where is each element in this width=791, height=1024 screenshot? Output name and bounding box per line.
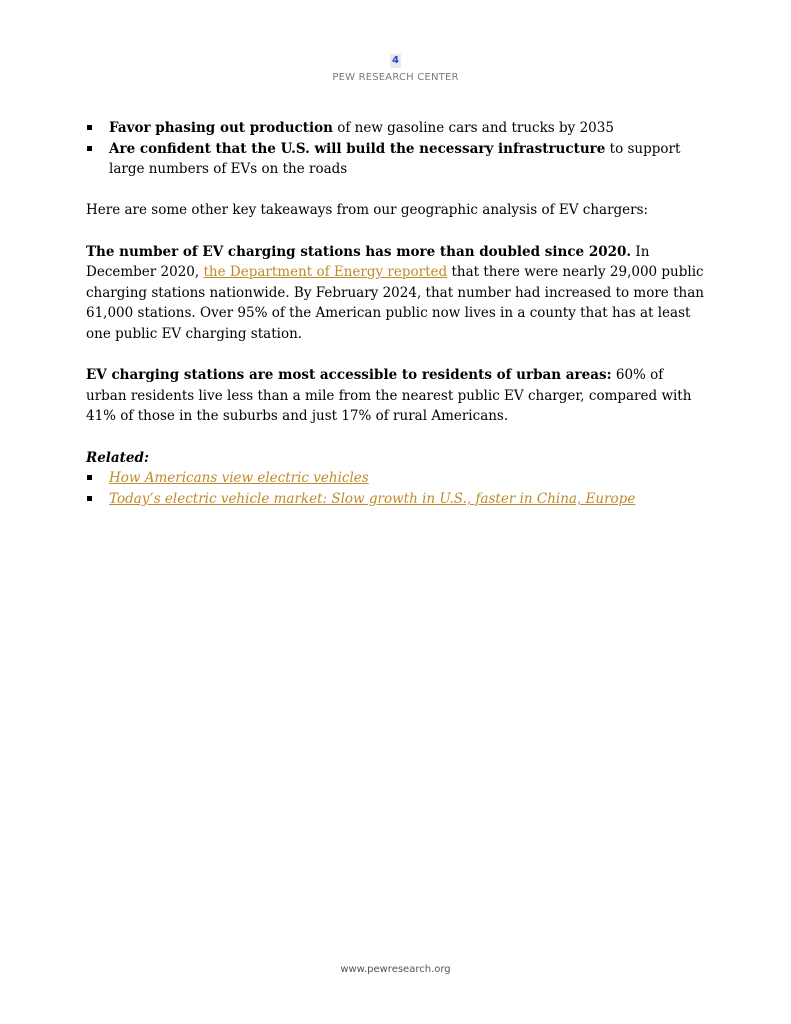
page-number: 4	[392, 55, 399, 66]
doe-report-link[interactable]: the Department of Energy reported	[203, 264, 448, 281]
bullet-square-icon	[87, 496, 92, 501]
paragraph-text: that there were nearly 29,000 public charging stations nationwide. By February 2024, that number had increased to more than 61,000 stations. Over 95% of the American public now lives in a county that has at least one public EV charging station.	[86, 264, 704, 342]
bullet-text: to support large numbers of EVs on the roads	[109, 140, 681, 178]
bullet-square-icon	[87, 475, 92, 480]
paragraph-text: 60% of urban residents live less than a mile from the nearest public EV charger, compared with 41% of those in the suburbs and just 17% of rural Americans.	[86, 367, 692, 425]
bullet-text: of new gasoline cars and trucks by 2035	[332, 120, 614, 136]
paragraph-lead: The number of EV charging stations has more than doubled since 2020.	[86, 243, 632, 260]
paragraph-lead: EV charging stations are most accessible to residents of urban areas:	[86, 367, 612, 384]
org-name: PEW RESEARCH CENTER	[332, 72, 459, 83]
paragraph-urban-access	[86, 365, 704, 427]
related-heading: Related:	[86, 449, 149, 466]
intro-bullet-list	[86, 118, 704, 180]
footer-url: www.pewresearch.org	[340, 964, 451, 975]
list-item	[86, 118, 704, 139]
list-item	[86, 139, 704, 180]
page-header	[0, 48, 791, 83]
paragraph-charging-stations	[86, 242, 704, 345]
bullet-square-icon	[87, 146, 92, 151]
related-link-ev-market[interactable]: Today’s electric vehicle market: Slow growth in U.S., faster in China, Europe	[109, 490, 636, 507]
bullet-bold-text: Are confident that the U.S. will build the necessary infrastructure	[109, 140, 606, 157]
bullet-bold-text: Favor phasing out production	[109, 120, 333, 136]
paragraph-text: In December 2020,	[86, 243, 650, 281]
page-footer	[0, 964, 791, 975]
list-item	[86, 489, 704, 510]
list-item	[86, 468, 704, 489]
takeaways-intro: Here are some other key takeaways from our geographic analysis of EV chargers:	[86, 202, 649, 219]
document-body	[86, 118, 704, 509]
related-link-americans-view-evs[interactable]: How Americans view electric vehicles	[109, 470, 369, 487]
related-links-list	[86, 468, 704, 509]
bullet-square-icon	[87, 125, 92, 130]
